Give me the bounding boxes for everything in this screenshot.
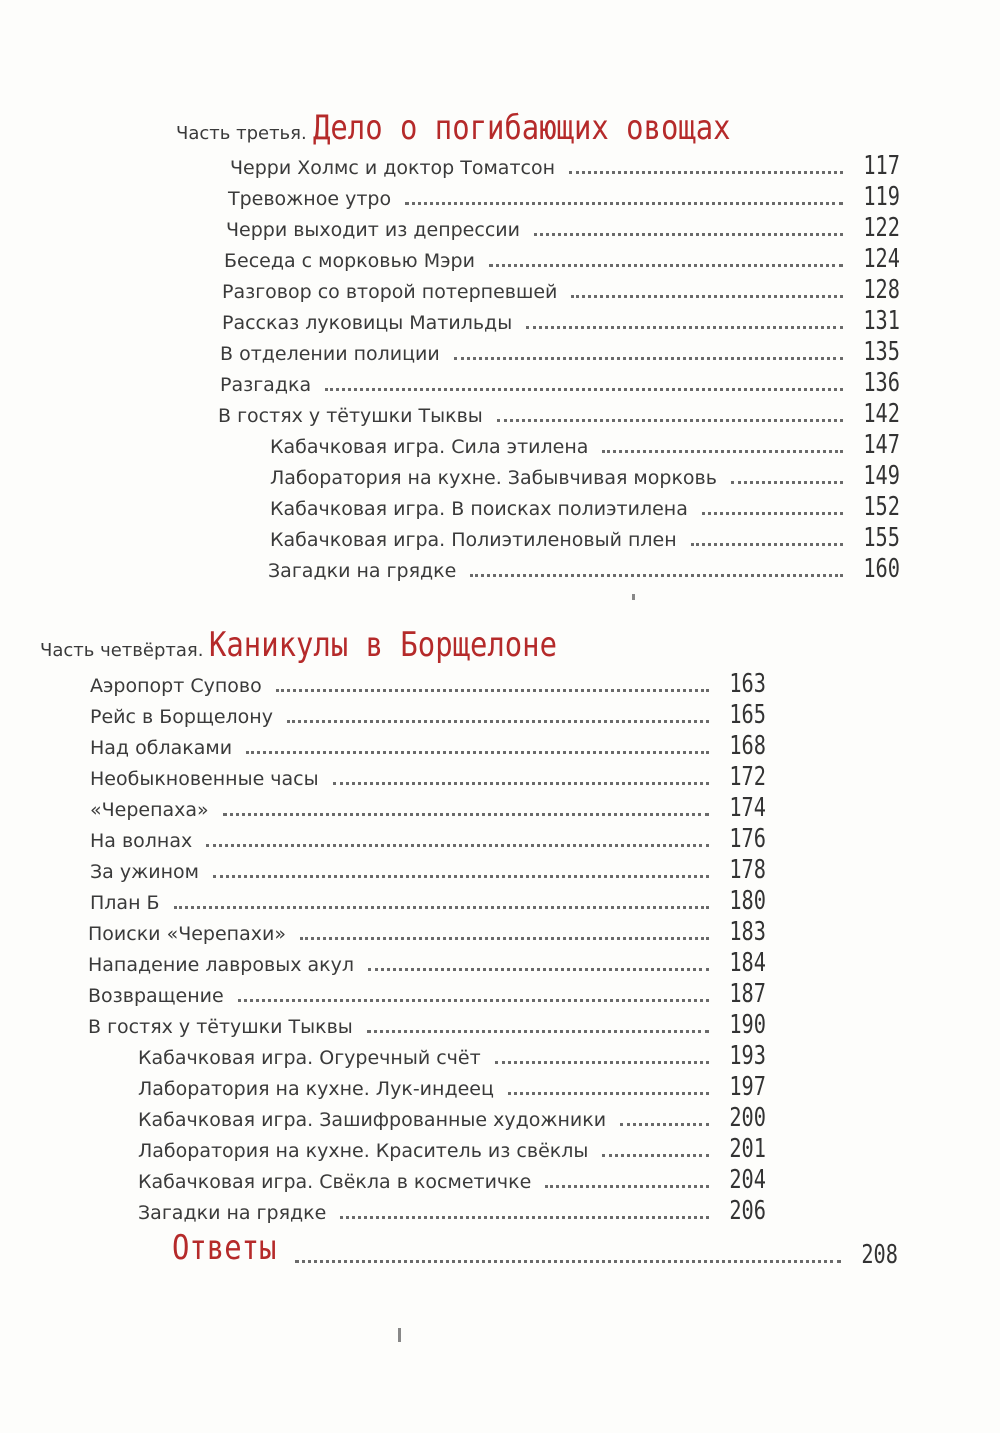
entry-page-number: 149 <box>863 461 900 491</box>
toc-entry <box>88 914 766 945</box>
leader-dots <box>545 1184 709 1188</box>
leader-dots <box>325 387 843 391</box>
entry-title: Кабачковая игра. Сила этилена <box>270 436 589 458</box>
leader-dots <box>602 1153 709 1157</box>
leader-dots <box>246 750 709 754</box>
leader-dots <box>702 511 843 515</box>
leader-dots <box>276 688 709 692</box>
entry-page-number: 119 <box>863 182 900 212</box>
answers-entry <box>172 1228 898 1268</box>
answers-page-number: 208 <box>861 1240 898 1270</box>
entry-page-number: 183 <box>729 917 766 947</box>
toc-entry <box>270 458 900 489</box>
entry-page-number: 124 <box>863 244 900 274</box>
leader-dots <box>571 294 843 298</box>
entry-title: Рассказ луковицы Матильды <box>222 312 513 334</box>
toc-entry <box>222 303 900 334</box>
entry-title: Разгадка <box>220 374 312 396</box>
toc-entry <box>90 759 766 790</box>
toc-entry <box>138 1038 766 1069</box>
entry-page-number: 190 <box>729 1010 766 1040</box>
entry-page-number: 160 <box>863 554 900 584</box>
toc-entry <box>218 396 900 427</box>
toc-entry <box>138 1131 766 1162</box>
answers-title: Ответы <box>172 1228 277 1268</box>
leader-dots <box>333 781 709 785</box>
leader-dots <box>454 356 843 360</box>
part-three-label: Часть третья. <box>176 123 307 144</box>
leader-dots <box>470 573 843 577</box>
leader-dots <box>206 843 709 847</box>
entry-title: Поиски «Черепахи» <box>88 923 286 945</box>
entry-title: Разговор со второй потерпевшей <box>222 281 558 303</box>
entry-title: Кабачковая игра. Свёкла в косметичке <box>138 1171 532 1193</box>
leader-dots <box>569 170 843 174</box>
leader-dots <box>174 905 709 909</box>
toc-entry <box>222 272 900 303</box>
entry-title: Лаборатория на кухне. Забывчивая морковь <box>270 467 717 489</box>
entry-page-number: 131 <box>863 306 900 336</box>
entry-page-number: 178 <box>729 855 766 885</box>
entry-title: В гостях у тётушки Тыквы <box>88 1016 353 1038</box>
toc-entry <box>228 179 900 210</box>
toc-entry <box>230 148 900 179</box>
part-four-header <box>40 625 619 665</box>
entry-title: На волнах <box>90 830 193 852</box>
entry-title: Нападение лавровых акул <box>88 954 354 976</box>
leader-dots <box>526 325 843 329</box>
leader-dots <box>340 1215 709 1219</box>
entry-page-number: 187 <box>729 979 766 1009</box>
entry-page-number: 206 <box>729 1196 766 1226</box>
toc-entry <box>90 883 766 914</box>
leader-dots <box>620 1122 709 1126</box>
toc-entry <box>270 520 900 551</box>
entry-page-number: 122 <box>863 213 900 243</box>
entry-title: Тревожное утро <box>228 188 392 210</box>
leader-dots <box>497 418 843 422</box>
entry-title: Черри выходит из депрессии <box>226 219 520 241</box>
toc-entry <box>90 790 766 821</box>
leader-dots <box>287 719 709 723</box>
leader-dots <box>534 232 843 236</box>
toc-entry <box>88 1007 766 1038</box>
entry-title: Кабачковая игра. Полиэтиленовый плен <box>270 529 677 551</box>
leader-dots <box>238 998 709 1002</box>
entry-title: Загадки на грядке <box>138 1202 327 1224</box>
leader-dots <box>602 449 843 453</box>
part-four-label: Часть четвёртая. <box>40 640 204 661</box>
entry-page-number: 142 <box>863 399 900 429</box>
leader-dots <box>295 1259 841 1263</box>
entry-page-number: 174 <box>729 793 766 823</box>
leader-dots <box>508 1091 709 1095</box>
entry-page-number: 163 <box>729 669 766 699</box>
leader-dots <box>368 967 709 971</box>
toc-entry <box>138 1100 766 1131</box>
entry-page-number: 147 <box>863 430 900 460</box>
entry-page-number: 204 <box>729 1165 766 1195</box>
leader-dots <box>405 201 843 205</box>
entry-title: Над облаками <box>90 737 233 759</box>
leader-dots <box>489 263 843 267</box>
entry-page-number: 117 <box>863 151 900 181</box>
leader-dots <box>223 812 709 816</box>
entry-title: Рейс в Борщелону <box>90 706 273 728</box>
toc-entry <box>90 666 766 697</box>
entry-title: За ужином <box>90 861 199 883</box>
entry-title: Беседа с морковью Мэри <box>224 250 475 272</box>
leader-dots <box>691 542 843 546</box>
toc-entry <box>138 1069 766 1100</box>
entry-page-number: 136 <box>863 368 900 398</box>
leader-dots <box>731 480 843 484</box>
leader-dots <box>300 936 709 940</box>
toc-entry <box>268 551 900 582</box>
toc-entry <box>90 728 766 759</box>
entry-page-number: 155 <box>863 523 900 553</box>
leader-dots <box>213 874 709 878</box>
toc-entry <box>88 976 766 1007</box>
toc-entry <box>220 334 900 365</box>
entry-title: Кабачковая игра. Огуречный счёт <box>138 1047 481 1069</box>
entry-title: Необыкновенные часы <box>90 768 319 790</box>
entry-page-number: 168 <box>729 731 766 761</box>
entry-page-number: 152 <box>863 492 900 522</box>
toc-entry <box>90 852 766 883</box>
entry-title: «Черепаха» <box>90 799 209 821</box>
entry-page-number: 197 <box>729 1072 766 1102</box>
part-three-title: Дело о погибающих овощах <box>312 108 731 148</box>
toc-entry <box>226 210 900 241</box>
entry-page-number: 201 <box>729 1134 766 1164</box>
leader-dots <box>495 1060 709 1064</box>
entry-title: Кабачковая игра. В поисках полиэтилена <box>270 498 688 520</box>
entry-title: Лаборатория на кухне. Лук-индеец <box>138 1078 494 1100</box>
scan-mark <box>398 1328 401 1342</box>
toc-entry <box>138 1193 766 1224</box>
toc-entry <box>138 1162 766 1193</box>
entry-page-number: 176 <box>729 824 766 854</box>
entry-page-number: 128 <box>863 275 900 305</box>
entry-page-number: 180 <box>729 886 766 916</box>
scan-mark <box>632 594 635 600</box>
entry-title: Возвращение <box>88 985 224 1007</box>
entry-page-number: 193 <box>729 1041 766 1071</box>
toc-entry <box>270 489 900 520</box>
entry-title: В гостях у тётушки Тыквы <box>218 405 483 427</box>
entry-page-number: 172 <box>729 762 766 792</box>
entry-title: План Б <box>90 892 160 914</box>
entry-title: Аэропорт Супово <box>90 675 262 697</box>
toc-entry <box>90 697 766 728</box>
entry-title: Черри Холмс и доктор Томатсон <box>230 157 556 179</box>
entry-page-number: 200 <box>729 1103 766 1133</box>
part-three-header <box>176 108 804 148</box>
entry-page-number: 135 <box>863 337 900 367</box>
toc-entry <box>270 427 900 458</box>
toc-entry <box>220 365 900 396</box>
toc-entry <box>88 945 766 976</box>
toc-entry <box>90 821 766 852</box>
entry-page-number: 165 <box>729 700 766 730</box>
entry-title: Загадки на грядке <box>268 560 457 582</box>
entry-title: В отделении полиции <box>220 343 440 365</box>
entry-title: Кабачковая игра. Зашифрованные художники <box>138 1109 607 1131</box>
entry-title: Лаборатория на кухне. Краситель из свёклы <box>138 1140 589 1162</box>
leader-dots <box>367 1029 709 1033</box>
part-four-title: Каникулы в Борщелоне <box>209 625 558 665</box>
toc-entry <box>224 241 900 272</box>
entry-page-number: 184 <box>729 948 766 978</box>
